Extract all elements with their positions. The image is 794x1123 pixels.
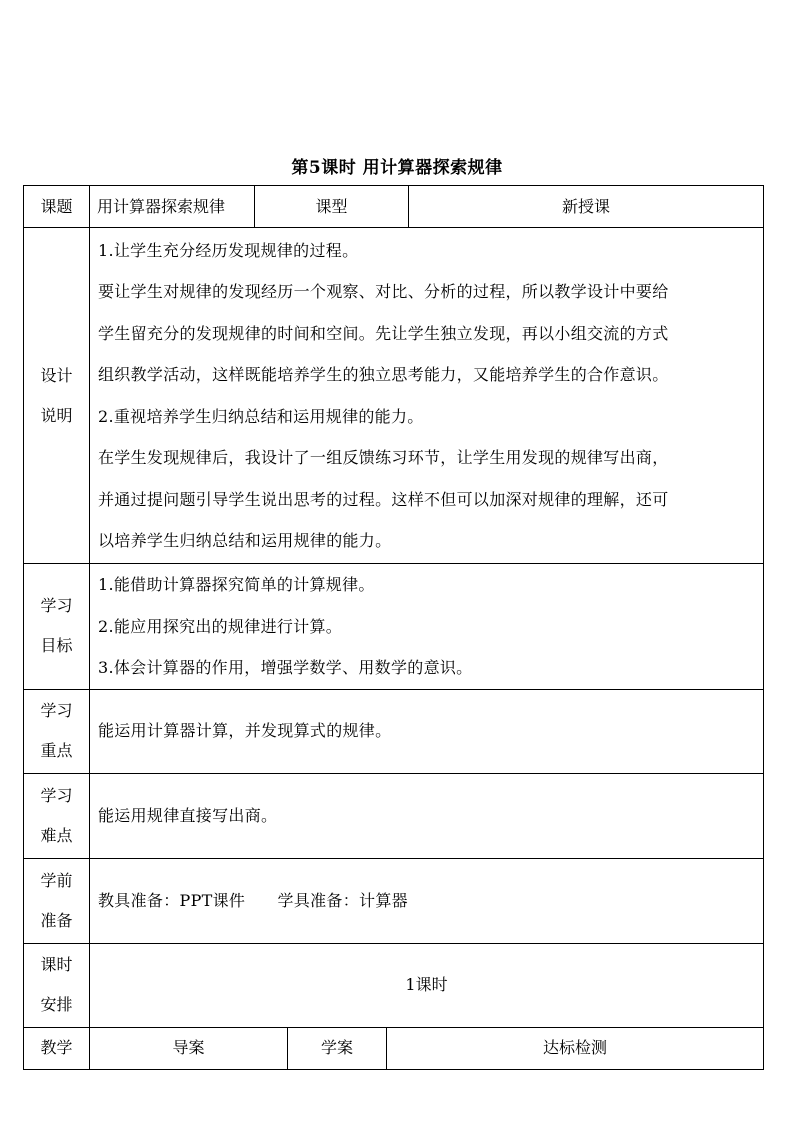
goal-line: 1.能借助计算器探究简单的计算规律。: [98, 575, 375, 594]
key-points-text: 能运用计算器计算，并发现算式的规律。: [98, 721, 392, 741]
design-line: 2.重视培养学生归纳总结和运用规律的能力。: [98, 406, 424, 426]
preparation-label: [24, 858, 90, 943]
topic-value: 用计算器探索规律: [90, 186, 255, 228]
header-row: [24, 186, 764, 228]
goals-label: [24, 564, 90, 690]
preparation-text: 教具准备：PPT课件 学具准备：计算器: [98, 890, 408, 910]
design-row: [24, 228, 764, 564]
schedule-label-line1: 课时: [40, 955, 73, 974]
schedule-label: [24, 943, 90, 1027]
design-label-line2: 说明: [40, 405, 73, 425]
design-line: 要让学生对规律的发现经历一个观察、对比、分析的过程，所以教学设计中要给: [98, 282, 669, 301]
difficulties-text: 能运用规律直接写出商。: [98, 805, 278, 825]
difficulties-row: [24, 773, 764, 858]
schedule-label-line2: 安排: [40, 995, 73, 1014]
goals-row: [24, 564, 764, 690]
study-column-header: 学案: [288, 1027, 387, 1069]
design-label-line1: 设计: [40, 365, 73, 385]
preparation-content: [90, 858, 764, 943]
design-line: 组织教学活动，这样既能培养学生的独立思考能力，又能培养学生的合作意识。: [98, 365, 669, 384]
preparation-label-line1: 学前: [40, 870, 73, 890]
difficulties-content: [90, 773, 764, 858]
design-label: [24, 228, 90, 564]
schedule-row: [24, 943, 764, 1027]
teaching-row: [24, 1027, 764, 1069]
design-line: 在学生发现规律后，我设计了一组反馈练习环节，让学生用发现的规律写出商，: [98, 448, 669, 467]
guide-column-header: 导案: [90, 1027, 288, 1069]
key-points-label-line1: 学习: [40, 701, 73, 720]
design-content: [90, 228, 764, 564]
key-points-content: [90, 689, 764, 773]
key-points-row: [24, 689, 764, 773]
difficulties-label-line1: 学习: [40, 785, 73, 805]
type-value: 新授课: [409, 186, 764, 228]
design-line: 并通过提问题引导学生说出思考的过程。这样不但可以加深对规律的理解，还可: [98, 489, 669, 509]
schedule-content: 1课时: [90, 943, 764, 1027]
goals-label-line2: 目标: [40, 636, 73, 656]
page-title: 第5课时 用计算器探索规律: [291, 158, 503, 178]
topic-label: 课题: [24, 186, 90, 228]
goals-content: [90, 564, 764, 690]
goals-label-line1: 学习: [40, 596, 73, 616]
design-line: 学生留充分的发现规律的时间和空间。先让学生独立发现，再以小组交流的方式: [98, 323, 669, 343]
teaching-label: 教学: [24, 1027, 90, 1069]
check-column-header: 达标检测: [387, 1027, 764, 1069]
goal-line: 2.能应用探究出的规律进行计算。: [98, 616, 343, 636]
difficulties-label-line2: 难点: [40, 825, 73, 845]
preparation-label-line2: 准备: [40, 910, 73, 930]
type-label: 课型: [255, 186, 409, 228]
key-points-label: [24, 689, 90, 773]
goal-line: 3.体会计算器的作用，增强学数学、用数学的意识。: [98, 658, 473, 677]
preparation-row: [24, 858, 764, 943]
design-line: 以培养学生归纳总结和运用规律的能力。: [98, 531, 392, 550]
design-line: 1.让学生充分经历发现规律的过程。: [98, 240, 359, 260]
key-points-label-line2: 重点: [40, 741, 73, 760]
difficulties-label: [24, 773, 90, 858]
lesson-plan-table: [23, 185, 764, 1070]
